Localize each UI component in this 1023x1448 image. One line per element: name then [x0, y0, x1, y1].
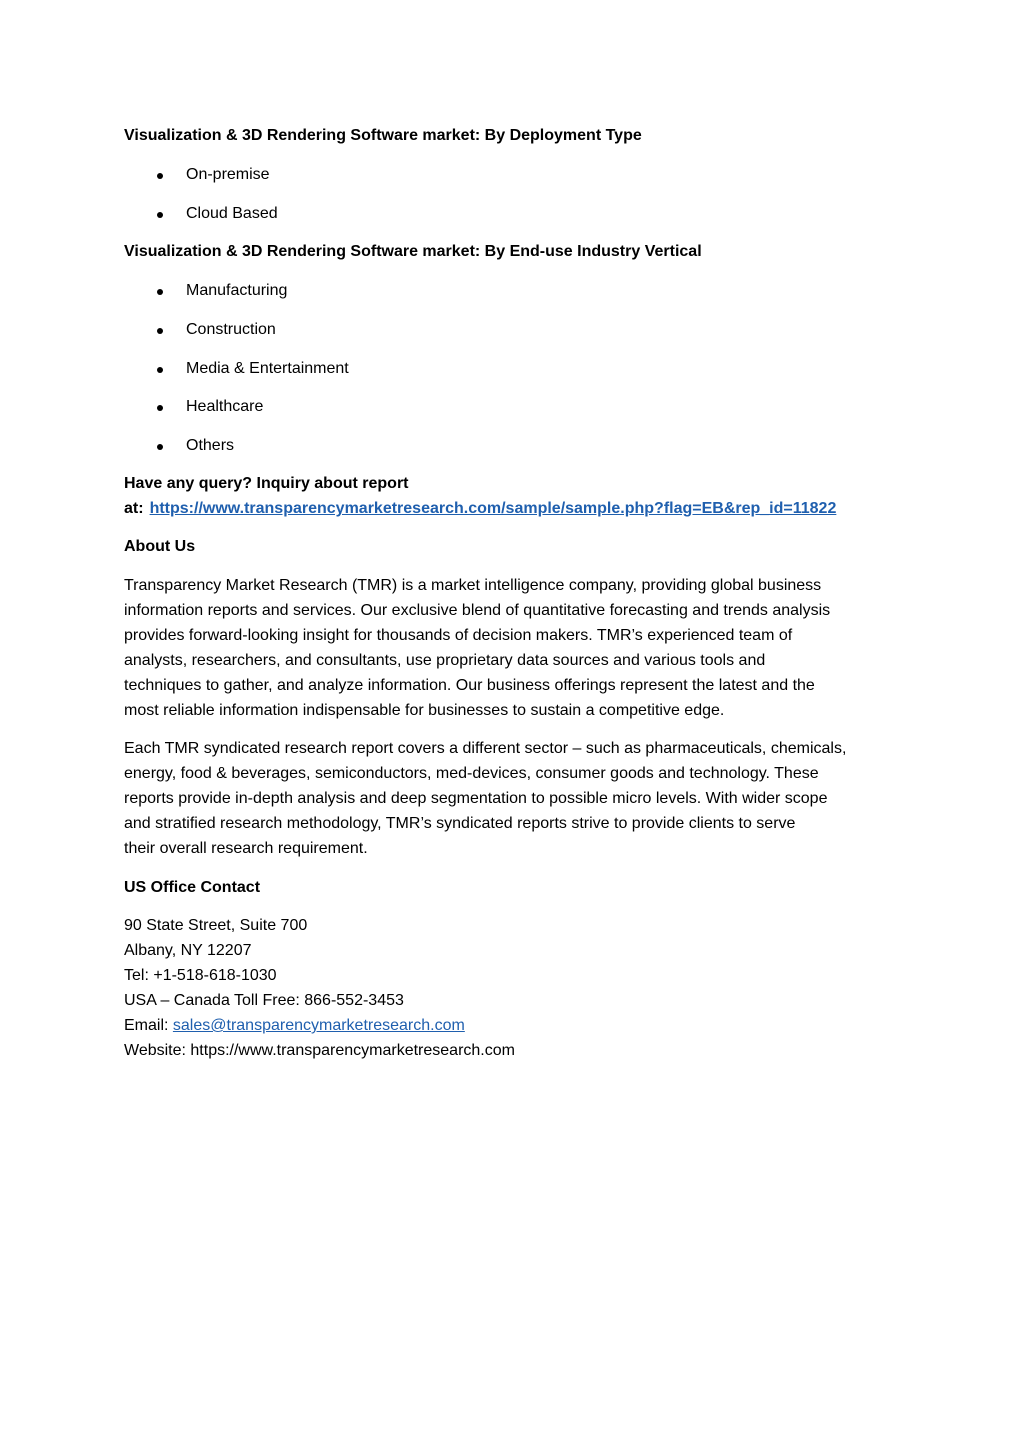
query-block [124, 471, 836, 521]
email-label: Email: [124, 1017, 173, 1034]
bullet-icon [157, 444, 163, 450]
about-paragraph-2: Each TMR syndicated research report covers a different sector – such as pharmaceuticals, chemicals, energy, food & beverages, semiconductors, med-devices, consumer goods and technology. These reports provide in-depth analysis and deep segmentation to possible micro levels. With wider scope and stratified research methodology, TMR’s syndicated reports strive to provide clients to serve their overall research requirement. [124, 740, 847, 857]
about-paragraph-1: Transparency Market Research (TMR) is a market intelligence company, providing global business information reports and services. Our exclusive blend of quantitative forecasting and trends analysis provides forward-looking insight for thousands of decision makers. TMR’s experienced team of analysts, researchers, and consultants, use proprietary data sources and various tools and techniques to gather, and analyze information. Our business offerings represent the latest and the most reliable information indispensable for businesses to sustain a competitive edge. [124, 577, 831, 719]
contact-heading: US Office Contact [124, 879, 261, 896]
email-link[interactable]: sales@transparencymarketresearch.com [172, 1017, 465, 1034]
contact-details [124, 913, 515, 1063]
address-line-1: 90 State Street, Suite 700 [124, 917, 308, 934]
query-prefix: at: [124, 500, 144, 517]
phone: Tel: +1-518-618-1030 [124, 967, 277, 984]
bullet-icon [157, 367, 163, 373]
bullet-icon [157, 289, 163, 295]
sample-report-link[interactable]: https://www.transparencymarketresearch.com/sample/sample.php?flag=EB&rep_id=11822 [149, 500, 837, 517]
address-line-2: Albany, NY 12207 [124, 942, 252, 959]
email-line [124, 1013, 515, 1038]
query-text: Have any query? Inquiry about report [124, 475, 409, 492]
toll-free: USA – Canada Toll Free: 866-552-3453 [124, 992, 404, 1009]
bullet-icon [157, 212, 163, 218]
bullet-icon [157, 173, 163, 179]
deployment-heading: Visualization & 3D Rendering Software market: By Deployment Type [124, 127, 642, 144]
website: Website: https://www.transparencymarketresearch.com [124, 1042, 515, 1059]
bullet-icon [157, 405, 163, 411]
about-heading: About Us [124, 538, 196, 555]
industry-heading: Visualization & 3D Rendering Software market: By End-use Industry Vertical [124, 243, 702, 260]
bullet-icon [157, 328, 163, 334]
